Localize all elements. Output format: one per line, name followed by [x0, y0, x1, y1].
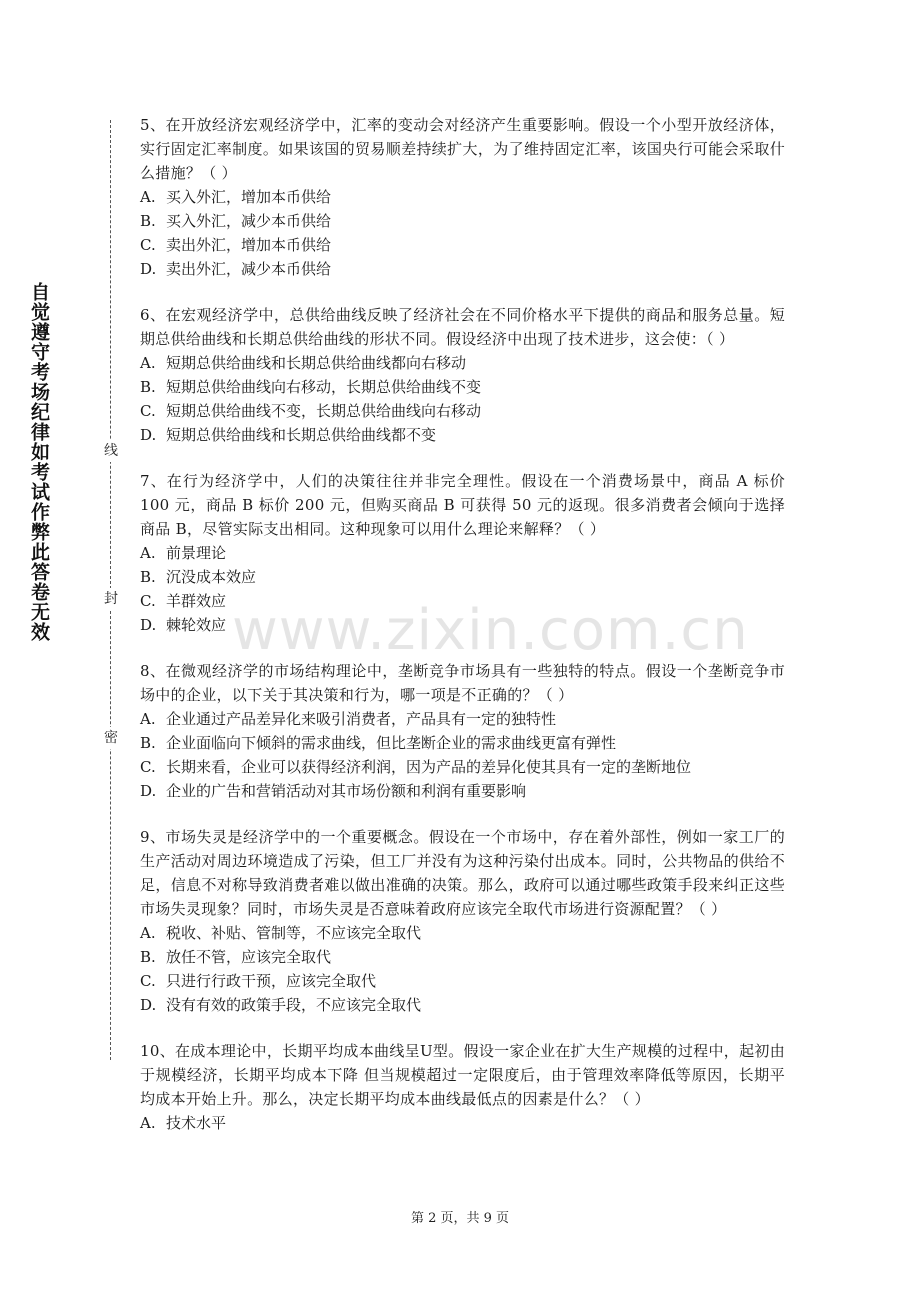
option-c[interactable]: C. 卖出外汇，增加本币供给	[140, 236, 332, 254]
question-10	[140, 1039, 785, 1135]
option-a[interactable]: A. 买入外汇，增加本币供给	[140, 188, 332, 206]
seal-mark-mi: 密	[103, 727, 119, 749]
option-d[interactable]: D. 棘轮效应	[140, 616, 227, 634]
seal-mark-feng: 封	[103, 588, 119, 610]
question-stem: 5、在开放经济宏观经济学中，汇率的变动会对经济产生重要影响。假设一个小型开放经济体，实行固定汇率制度。如果该国的贸易顺差持续扩大，为了维持固定汇率，该国央行可能会采取什么措施？（ ）	[140, 116, 785, 182]
option-b[interactable]: B. 短期总供给曲线向右移动，长期总供给曲线不变	[140, 378, 482, 396]
option-c[interactable]: C. 短期总供给曲线不变，长期总供给曲线向右移动	[140, 402, 482, 420]
question-stem: 7、在行为经济学中，人们的决策往往并非完全理性。假设在一个消费场景中，商品 A 标价 100 元，商品 B 标价 200 元，但购买商品 B 可获得 50 元的返现。很多消费者会倾向于选择商品 B，尽管实际支出相同。这种现象可以用什么理论来解释？（ ）	[140, 472, 786, 538]
question-stem: 9、市场失灵是经济学中的一个重要概念。假设在一个市场中，存在着外部性，例如一家工厂的生产活动对周边环境造成了污染，但工厂并没有为这种污染付出成本。同时，公共物品的供给不足，信息不对称导致消费者难以做出准确的决策。那么，政府可以通过哪些政策手段来纠正这些市场失灵现象？同时，市场失灵是否意味着政府应该完全取代市场进行资源配置？（ ）	[140, 828, 785, 918]
option-d[interactable]: D. 卖出外汇，减少本币供给	[140, 260, 332, 278]
watermark: www.zixin.com.cn	[232, 598, 749, 663]
question-stem: 10、在成本理论中，长期平均成本曲线呈U型。假设一家企业在扩大生产规模的过程中，起初由于规模经济，长期平均成本下降 但当规模超过一定限度后，由于管理效率降低等原因，长期平均成本开始上升。那么，决定长期平均成本曲线最低点的因素是什么？（ ）	[140, 1042, 785, 1108]
question-list	[140, 113, 785, 1157]
option-c[interactable]: C. 只进行行政干预，应该完全取代	[140, 972, 377, 990]
option-list	[140, 351, 785, 447]
option-b[interactable]: B. 沉没成本效应	[140, 568, 257, 586]
option-c[interactable]: C. 羊群效应	[140, 592, 227, 610]
option-b[interactable]: B. 企业面临向下倾斜的需求曲线，但比垄断企业的需求曲线更富有弹性	[140, 734, 617, 752]
option-list	[140, 185, 785, 281]
option-b[interactable]: B. 放任不管，应该完全取代	[140, 948, 332, 966]
option-a[interactable]: A. 税收、补贴、管制等，不应该完全取代	[140, 924, 422, 942]
option-list	[140, 921, 785, 1017]
question-8	[140, 659, 785, 803]
option-d[interactable]: D. 没有有效的政策手段，不应该完全取代	[140, 996, 422, 1014]
option-a[interactable]: A. 技术水平	[140, 1114, 227, 1132]
option-a[interactable]: A. 前景理论	[140, 544, 227, 562]
option-b[interactable]: B. 买入外汇，减少本币供给	[140, 212, 332, 230]
question-stem: 6、在宏观经济学中，总供给曲线反映了经济社会在不同价格水平下提供的商品和服务总量。短期总供给曲线和长期总供给曲线的形状不同。假设经济中出现了技术进步，这会使：（ ）	[140, 306, 785, 348]
seal-mark-xian: 线	[103, 440, 119, 462]
option-c[interactable]: C. 长期来看，企业可以获得经济利润，因为产品的差异化使其具有一定的垄断地位	[140, 758, 692, 776]
option-a[interactable]: A. 企业通过产品差异化来吸引消费者，产品具有一定的独特性	[140, 710, 557, 728]
option-d[interactable]: D. 企业的广告和营销活动对其市场份额和利润有重要影响	[140, 782, 527, 800]
option-list	[140, 541, 785, 637]
question-7	[140, 469, 785, 637]
option-list	[140, 1111, 785, 1135]
option-d[interactable]: D. 短期总供给曲线和长期总供给曲线都不变	[140, 426, 437, 444]
option-a[interactable]: A. 短期总供给曲线和长期总供给曲线都向右移动	[140, 354, 467, 372]
option-list	[140, 707, 785, 803]
question-stem: 8、在微观经济学的市场结构理论中，垄断竞争市场具有一些独特的特点。假设一个垄断竞争市场中的企业，以下关于其决策和行为，哪一项是不正确的？（ ）	[140, 662, 785, 704]
question-5	[140, 113, 785, 281]
exam-discipline-note: 自觉遵守考场纪律如考试作弊此答卷无效	[28, 282, 50, 642]
page-footer: 第 2 页，共 9 页	[410, 1211, 510, 1226]
question-9	[140, 825, 785, 1017]
question-6	[140, 303, 785, 447]
